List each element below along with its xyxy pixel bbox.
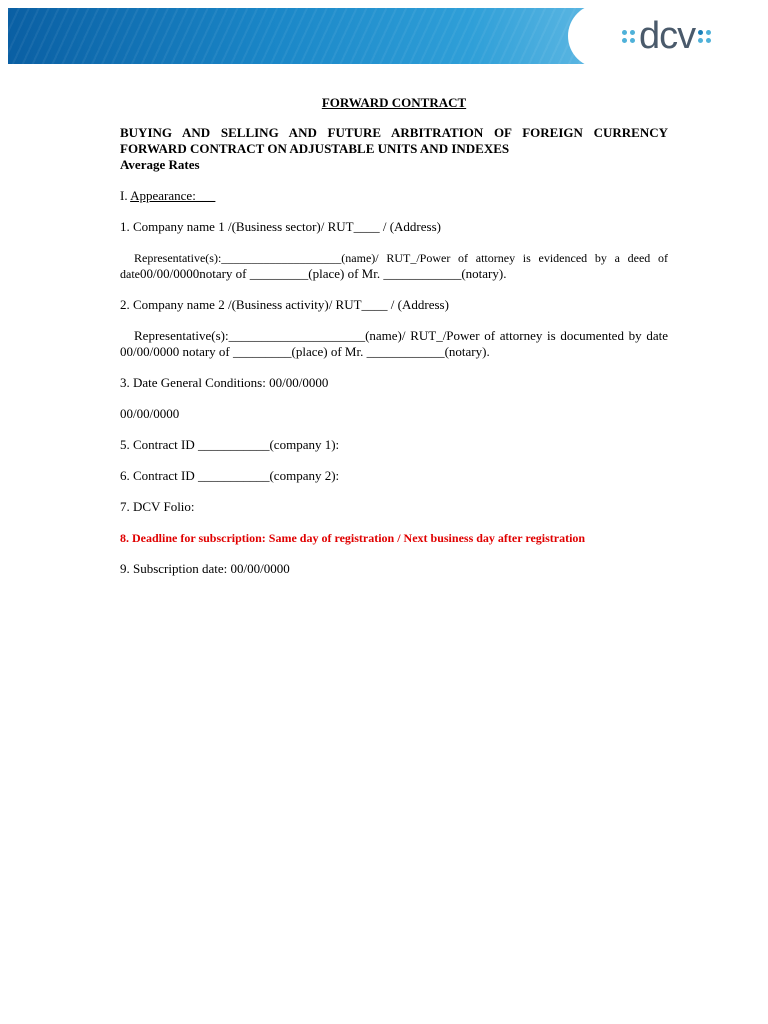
item-date-general-conditions: 3. Date General Conditions: 00/00/0000 [120,375,329,390]
page-title: FORWARD CONTRACT [321,95,467,110]
item-company-1: 1. Company name 1 /(Business sector)/ RUT____ / (Address) [120,219,441,234]
subtitle-line-2: FORWARD CONTRACT ON ADJUSTABLE UNITS AND INDEXES [120,141,510,156]
item-deadline: 8. Deadline for subscription: Same day of registration / Next business day after registration [120,531,586,545]
logo-text: dcv [639,15,696,57]
logo-dots-right-icon [698,30,711,43]
subtitle-line-3: Average Rates [120,157,200,172]
representative-1 [120,250,668,282]
representative-1-part1: Representative(s):____________________(name)/ RUT_/Power of attorney is evidenced by a deed of date [120,251,668,281]
section-number: I. [120,188,131,203]
item-contract-id-1: 5. Contract ID ___________(company 1): [120,437,340,452]
dcv-logo [622,16,711,56]
item-subscription-date: 9. Subscription date: 00/00/0000 [120,561,290,576]
page-header [0,0,768,70]
contract-subtitle [120,125,668,173]
section-label: Appearance:___ [130,188,216,203]
item-company-2: 2. Company name 2 /(Business activity)/ RUT____ / (Address) [120,297,449,312]
contract-document [120,95,668,577]
item-contract-id-2: 6. Contract ID ___________(company 2): [120,468,340,483]
section-appearance [120,188,668,204]
logo-dots-left-icon [622,30,635,43]
date-line: 00/00/0000 [120,406,180,421]
representative-2: Representative(s):_____________________(name)/ RUT_/Power of attorney is documented by date 00/00/0000 notary of _________(place) of Mr. ____________(notary). [120,328,668,359]
header-banner [8,8,588,64]
item-dcv-folio: 7. DCV Folio: [120,499,195,514]
representative-1-part2: 00/00/0000notary of _________(place) of Mr. ____________(notary). [140,266,507,281]
subtitle-line-1: BUYING AND SELLING AND FUTURE ARBITRATION OF FOREIGN CURRENCY [120,125,668,140]
